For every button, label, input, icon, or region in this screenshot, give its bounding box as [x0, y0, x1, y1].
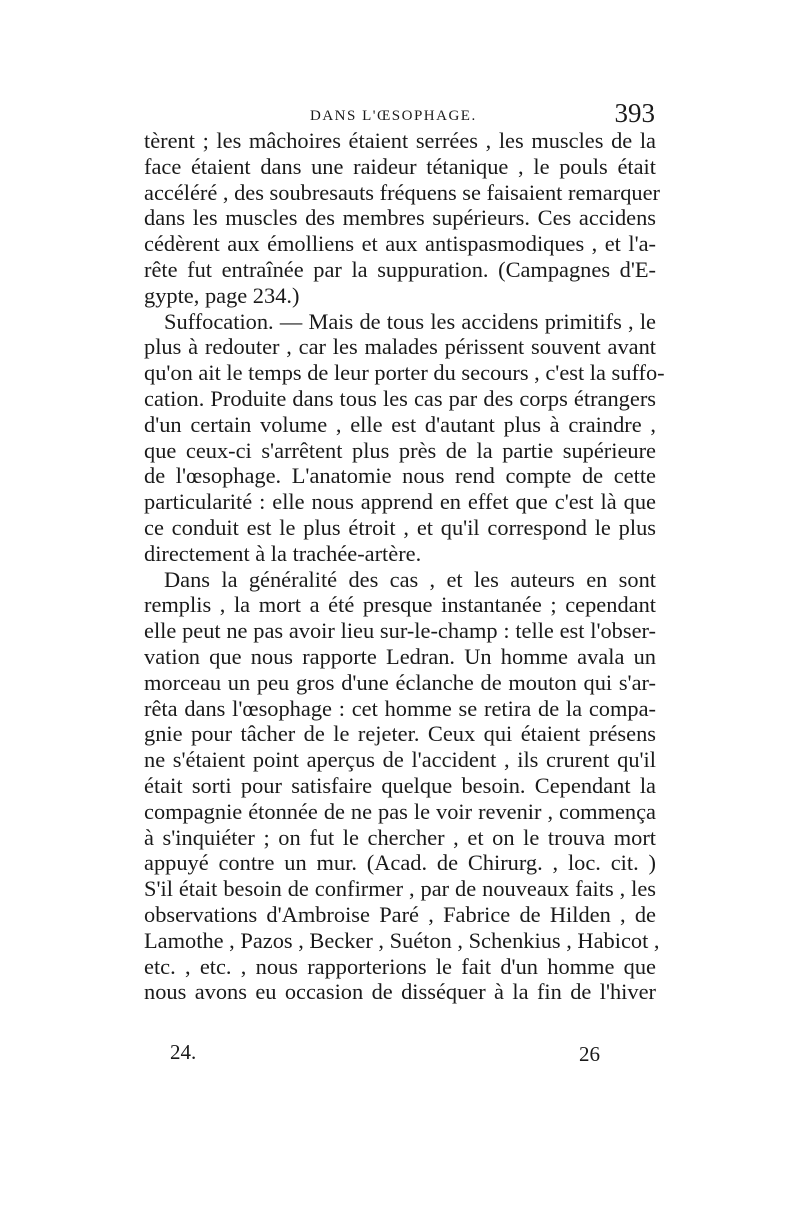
- text-line: ce conduit est le plus étroit , et qu'il correspond le plus: [144, 514, 656, 540]
- page-header: [145, 98, 655, 132]
- text-line: gnie pour tâcher de le rejeter. Ceux qui étaient présens: [144, 721, 656, 747]
- text-line: à s'inquiéter ; on fut le chercher , et on le trouva mort: [144, 824, 656, 850]
- text-line: vation que nous rapporte Ledran. Un homme avala un: [144, 643, 656, 669]
- text-line: Suffocation. — Mais de tous les accidens primitifs , le: [164, 308, 656, 334]
- text-line: était sorti pour satisfaire quelque besoin. Cependant la: [144, 772, 656, 798]
- text-line: dans les muscles des membres supérieurs. Ces accidens: [144, 205, 656, 231]
- text-line: Lamothe , Pazos , Becker , Suéton , Schenkius , Habicot ,: [144, 927, 660, 953]
- text-line: qu'on ait le temps de leur porter du secours , c'est la suffo-: [144, 360, 665, 386]
- text-line: etc. , etc. , nous rapporterions le fait d'un homme que: [144, 953, 656, 979]
- text-line: nous avons eu occasion de disséquer à la fin de l'hiver: [144, 979, 656, 1005]
- catchword-number: 26: [579, 1042, 600, 1066]
- text-line: morceau un peu gros d'une éclanche de mouton qui s'ar-: [144, 669, 656, 695]
- text-line: accéléré , des soubresauts fréquens se faisaient remarquer: [144, 179, 660, 205]
- page-footer: [170, 1040, 600, 1070]
- text-line: face étaient dans une raideur tétanique , le pouls était: [144, 153, 656, 179]
- text-line: d'un certain volume , elle est d'autant plus à craindre ,: [144, 411, 656, 437]
- signature-mark: 24.: [170, 1040, 197, 1064]
- text-line: elle peut ne pas avoir lieu sur-le-champ : telle est l'obser-: [144, 618, 656, 644]
- page-number: 393: [614, 98, 655, 128]
- text-line: rêta dans l'œsophage : cet homme se retira de la compa-: [144, 695, 656, 721]
- text-line: Dans la généralité des cas , et les auteurs en sont: [164, 566, 656, 592]
- text-line: ne s'étaient point aperçus de l'accident , ils crurent qu'il: [144, 747, 656, 773]
- text-line: S'il était besoin de confirmer , par de nouveaux faits , les: [144, 876, 656, 902]
- text-line: appuyé contre un mur. (Acad. de Chirurg. , loc. cit. ): [144, 850, 656, 876]
- text-line: rête fut entraînée par la suppuration. (Campagnes d'E-: [144, 256, 656, 282]
- text-line: cédèrent aux émolliens et aux antispasmodiques , et l'a-: [144, 231, 656, 257]
- text-line: remplis , la mort a été presque instantanée ; cependant: [144, 592, 656, 618]
- body-text: [144, 128, 665, 1005]
- running-head: DANS L'ŒSOPHAGE.: [310, 108, 477, 124]
- text-line: directement à la trachée-artère.: [144, 540, 422, 566]
- text-line: cation. Produite dans tous les cas par des corps étrangers: [144, 385, 656, 411]
- text-line: gypte, page 234.): [144, 282, 300, 308]
- text-line: observations d'Ambroise Paré , Fabrice de Hilden , de: [144, 901, 656, 927]
- text-line: compagnie étonnée de ne pas le voir revenir , commença: [144, 798, 656, 824]
- text-line: que ceux-ci s'arrêtent plus près de la partie supérieure: [144, 437, 656, 463]
- text-line: particularité : elle nous apprend en effet que c'est là que: [144, 489, 656, 515]
- text-line: plus à redouter , car les malades périssent souvent avant: [144, 334, 656, 360]
- text-line: de l'œsophage. L'anatomie nous rend compte de cette: [144, 463, 656, 489]
- text-line: tèrent ; les mâchoires étaient serrées , les muscles de la: [144, 128, 656, 153]
